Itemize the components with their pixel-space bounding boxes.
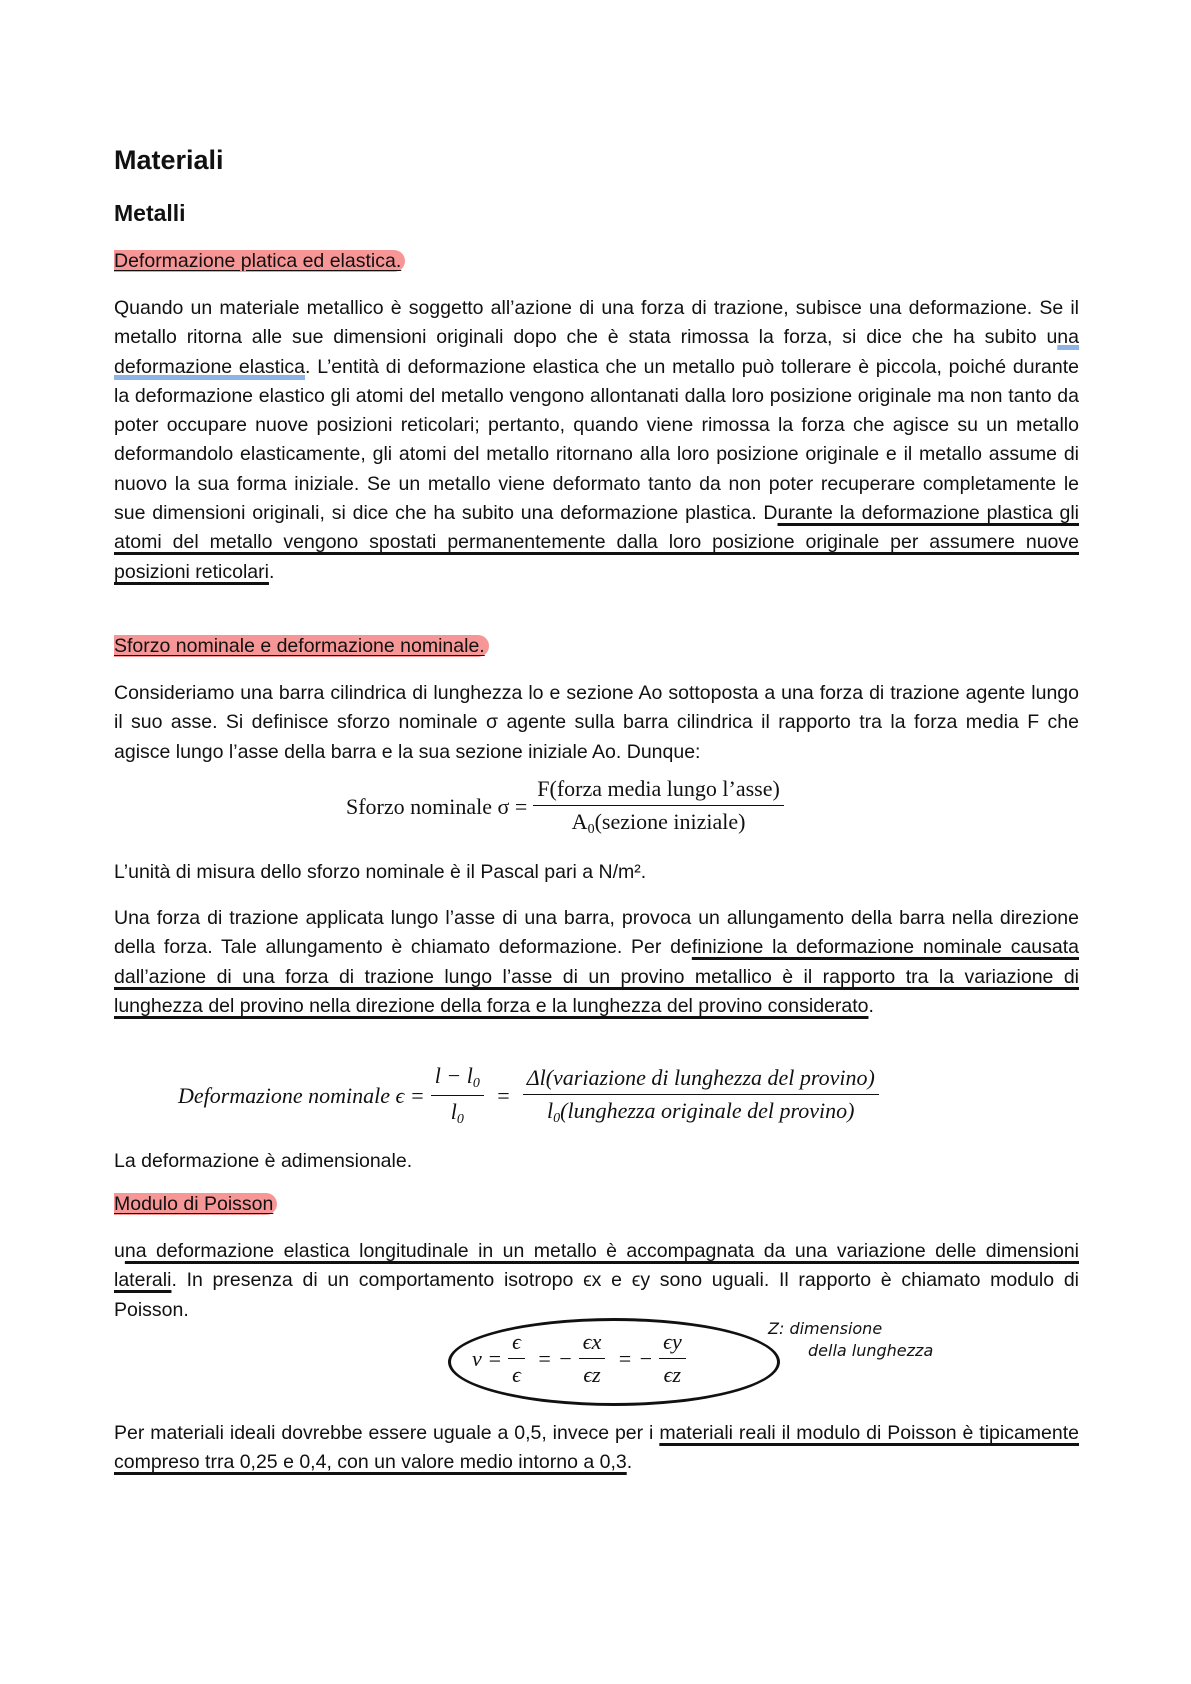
text-run: . bbox=[626, 1451, 633, 1474]
fraction-numerator: ϵy bbox=[659, 1329, 686, 1359]
fraction-denominator: ϵz bbox=[583, 1362, 601, 1387]
formula-poisson bbox=[472, 1329, 692, 1388]
paragraph-sforzo-intro: Consideriamo una barra cilindrica di lunghezza lo e sezione Ao sottoposta a una forza di trazione agente lungo il suo asse. Si definisce sforzo nominale σ agente sulla barra cilindrica il rapporto tra la forza media F che agisce lungo l’asse della barra e la sua sezione iniziale Ao. Dunque: bbox=[114, 682, 1079, 763]
blue-marked-text: na deformazione elastica bbox=[114, 326, 1079, 378]
formula-stress bbox=[346, 776, 790, 838]
minus-sign: − bbox=[557, 1345, 573, 1371]
fraction bbox=[579, 1329, 606, 1388]
fraction-denominator bbox=[543, 1095, 858, 1127]
fraction-numerator: Δl(variazione di lunghezza del provino) bbox=[523, 1065, 879, 1095]
underlined-text: urante la deformazione plastica gli atomi del metallo vengono spostati permanentemente dalla loro posizione originale per assumere nuove posizioni reticolari bbox=[114, 502, 1080, 583]
paragraph-deformazione-nominale bbox=[114, 904, 1079, 1021]
highlighted-heading: Deformazione platica ed elastica. bbox=[114, 250, 405, 272]
subscript: 0 bbox=[587, 822, 595, 837]
paragraph-unita: L’unità di misura dello sforzo nominale è il Pascal pari a N/m². bbox=[114, 861, 647, 883]
text-run: . bbox=[268, 560, 275, 583]
text-run: l bbox=[450, 1099, 457, 1124]
note-line: Z: dimensione bbox=[768, 1319, 883, 1338]
fraction bbox=[523, 1065, 879, 1127]
text-run: . bbox=[868, 994, 874, 1017]
fraction bbox=[659, 1329, 686, 1388]
fraction-denominator bbox=[568, 806, 750, 838]
text-run: . In presenza di un comportamento isotropo ϵx e ϵy sono uguali. Il rapporto è chiamato modulo di Poisson. bbox=[114, 1269, 1079, 1321]
text-run: (lunghezza originale del provino) bbox=[560, 1097, 855, 1123]
text-run: Una forza di trazione applicata lungo l’asse di una barra, provoca un allungamento della barra nella direzione della forza. Tale allungamento è chiamato deformazione. Per de bbox=[114, 907, 1079, 959]
fraction-numerator bbox=[431, 1063, 484, 1096]
fraction-numerator: ϵ bbox=[508, 1329, 525, 1359]
fraction bbox=[533, 776, 784, 838]
fraction-numerator: F(forza media lungo l’asse) bbox=[533, 776, 784, 806]
fraction-numerator: ϵx bbox=[579, 1329, 606, 1359]
subscript: 0 bbox=[456, 1112, 464, 1127]
formula-lhs: Deformazione nominale ϵ = bbox=[178, 1082, 425, 1108]
document-subtitle: Metalli bbox=[114, 200, 186, 226]
formula-lhs: ν = bbox=[472, 1345, 503, 1371]
text-run: u bbox=[114, 1240, 125, 1262]
fraction bbox=[431, 1063, 484, 1128]
highlighted-heading: Sforzo nominale e deformazione nominale. bbox=[114, 635, 489, 657]
underlined-text: materiali reali il modulo di Poisson è tipicamente compreso trra 0,25 e 0,4, con un valore medio intorno a 0,3 bbox=[114, 1422, 1080, 1474]
formula-lhs: Sforzo nominale σ = bbox=[346, 794, 528, 819]
text-run: l − l bbox=[434, 1063, 473, 1088]
subscript: 0 bbox=[472, 1076, 480, 1091]
text-run: l bbox=[547, 1097, 554, 1123]
handwritten-note bbox=[768, 1318, 933, 1362]
document-title: Materiali bbox=[114, 145, 224, 175]
fraction-denominator bbox=[447, 1096, 468, 1128]
fraction-denominator: ϵz bbox=[663, 1362, 682, 1387]
text-run: Per materiali ideali dovrebbe essere uguale a 0,5, invece per i bbox=[114, 1422, 660, 1444]
text-run: . L’entità di deformazione elastica che un metallo può tollerare è piccola, poiché durante la deformazione elastico gli atomi del metallo vengono allontanati dalla loro posizione originale ma non tanto da poter occupare nuove posizioni reticolari; pertanto, quando viene rimossa la forza che agisce su un metallo deformandolo elasticamente, gli atomi del metallo ritornano alla loro posizione originale e il metallo assume di nuovo la sua forma iniziale. Se un metallo viene deformato tanto da non poter recuperare completamente le sue dimensioni originali, si dice che ha subito una deformazione plastica. D bbox=[114, 355, 1080, 525]
minus-sign: − bbox=[638, 1345, 654, 1371]
text-run: (sezione iniziale) bbox=[594, 809, 746, 834]
formula-strain bbox=[178, 1063, 885, 1128]
highlighted-heading: Modulo di Poisson bbox=[114, 1193, 277, 1215]
section-heading-sforzo bbox=[114, 635, 489, 658]
fraction-denominator: ϵ bbox=[512, 1362, 521, 1387]
paragraph-poisson-values bbox=[114, 1419, 1079, 1478]
equals-sign: = bbox=[537, 1345, 552, 1371]
note-line: della lunghezza bbox=[808, 1341, 934, 1360]
equals-sign: = bbox=[617, 1345, 633, 1371]
equals-sign: = bbox=[495, 1082, 511, 1108]
paragraph-deformazione bbox=[114, 294, 1079, 587]
section-heading-deformazione bbox=[114, 250, 405, 273]
subscript: 0 bbox=[553, 1110, 561, 1126]
symbol: A bbox=[571, 809, 588, 834]
fraction bbox=[508, 1329, 525, 1388]
paragraph-adimensionale: La deformazione è adimensionale. bbox=[114, 1150, 413, 1172]
paragraph-poisson-intro bbox=[114, 1237, 1079, 1325]
underlined-text: finizione la deformazione nominale causata dall’azione di una forza di trazione lungo l’asse di un provino metallico è il rapporto tra la variazione di lunghezza del provino nella direzione della forza e la lunghezza del provino considerato bbox=[114, 936, 1079, 1017]
text-run: Quando un materiale metallico è soggetto all’azione di una forza di trazione, subisce una deformazione. Se il metallo ritorna alle sue dimensioni originali dopo che è stata rimossa la forza, si dice che ha subito u bbox=[114, 297, 1079, 349]
underlined-text: na deformazione elastica longitudinale in un metallo è accompagnata da una variazione delle dimensioni laterali bbox=[114, 1240, 1079, 1292]
section-heading-poisson bbox=[114, 1193, 277, 1216]
